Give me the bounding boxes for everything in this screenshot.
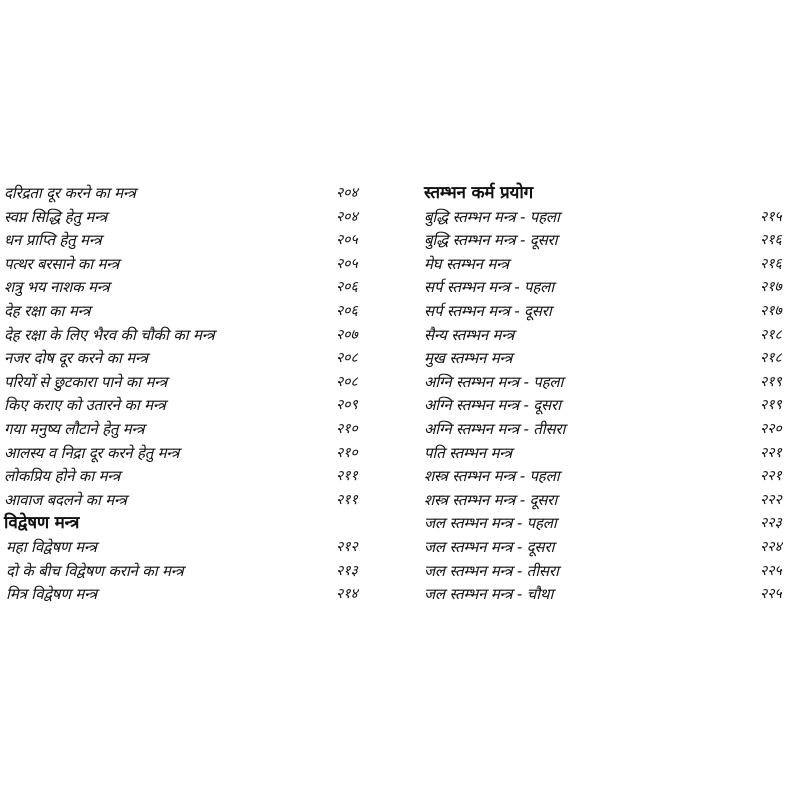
section-heading-text: विद्वेषण मन्त्र (4, 513, 80, 534)
entry-page-number: २११ (336, 468, 358, 485)
section-heading (424, 182, 798, 206)
index-entry (424, 512, 798, 536)
entry-title: लोकप्रिय होने का मन्त्र (4, 467, 121, 486)
entry-title: देह रक्षा के लिए भैरव की चौकी का मन्त्र (4, 325, 215, 344)
entry-title: गया मनुष्य लौटाने हेतु मन्त्र (4, 419, 145, 438)
entry-page-number: २०८ (336, 373, 358, 390)
entry-title: शस्त्र स्तम्भन मन्त्र - पहला (424, 467, 560, 486)
index-entry (4, 347, 384, 371)
index-entry (424, 300, 798, 324)
entry-page-number: २१९ (760, 397, 782, 414)
entry-title: जल स्तम्भन मन्त्र - तीसरा (424, 561, 559, 580)
index-entry (4, 300, 384, 324)
entry-title: स्वप्न सिद्धि हेतु मन्त्र (4, 207, 107, 226)
entry-page-number: २१८ (760, 350, 782, 367)
index-entry (4, 229, 384, 253)
entry-page-number: २१० (336, 420, 358, 437)
index-entry (424, 442, 798, 466)
index-entry (4, 489, 384, 513)
entry-page-number: २१५ (760, 208, 782, 225)
entry-page-number: २१६ (760, 255, 782, 272)
entry-page-number: २१० (336, 444, 358, 461)
entry-title: आलस्य व निद्रा दूर करने हेतु मन्त्र (4, 443, 180, 462)
index-entry (424, 465, 798, 489)
entry-title: देह रक्षा का मन्त्र (4, 301, 91, 320)
entry-page-number: २०५ (336, 232, 358, 249)
index-entry (4, 418, 384, 442)
entry-page-number: २२५ (760, 586, 782, 603)
entry-title: किए कराए को उतारने का मन्त्र (4, 396, 166, 415)
index-entry (4, 442, 384, 466)
entry-page-number: २१७ (760, 279, 782, 296)
entry-title: सर्प स्तम्भन मन्त्र - दूसरा (424, 301, 552, 320)
entry-title: मुख स्तम्भन मन्त्र (424, 349, 513, 368)
entry-page-number: २०६ (336, 279, 358, 296)
entry-page-number: २०६ (336, 302, 358, 319)
index-entry (424, 253, 798, 277)
entry-page-number: २१६ (760, 232, 782, 249)
index-entry (4, 276, 384, 300)
entry-title: अग्नि स्तम्भन मन्त्र - तीसरा (424, 419, 566, 438)
index-entry (424, 324, 798, 348)
section-heading-text: स्तम्भन कर्म प्रयोग (424, 183, 533, 203)
entry-page-number: २२१ (760, 468, 782, 485)
entry-page-number: २१४ (336, 586, 358, 603)
entry-title: जल स्तम्भन मन्त्र - दूसरा (424, 537, 555, 556)
entry-page-number: २१२ (336, 538, 358, 555)
entry-page-number: २१९ (760, 373, 782, 390)
entry-title: अग्नि स्तम्भन मन्त्र - पहला (424, 372, 564, 391)
index-entry (424, 394, 798, 418)
entry-page-number: २०४ (336, 185, 358, 201)
index-entry (424, 418, 798, 442)
index-entry (4, 182, 384, 206)
entry-page-number: २०५ (336, 255, 358, 272)
entry-page-number: २०७ (336, 326, 358, 343)
entry-title: बुद्धि स्तम्भन मन्त्र - दूसरा (424, 231, 558, 250)
entry-title: जल स्तम्भन मन्त्र - चौथा (424, 585, 554, 604)
entry-title: नजर दोष दूर करने का मन्त्र (4, 349, 148, 368)
right-column (424, 182, 798, 607)
index-entry (4, 324, 384, 348)
entry-page-number: २२४ (760, 538, 782, 555)
entry-page-number: २०८ (336, 350, 358, 367)
left-column (4, 182, 384, 607)
entry-title: पत्थर बरसाने का मन्त्र (4, 254, 120, 273)
entry-title: महा विद्वेषण मन्त्र (6, 537, 97, 556)
index-entry (4, 394, 384, 418)
entry-title: जल स्तम्भन मन्त्र - पहला (424, 514, 557, 533)
entry-title: दरिद्रता दूर करने का मन्त्र (4, 184, 136, 202)
entry-page-number: २२१ (760, 444, 782, 461)
entry-page-number: २११ (336, 491, 358, 508)
entry-title: शत्रु भय नाशक मन्त्र (4, 278, 110, 297)
entry-title: धन प्राप्ति हेतु मन्त्र (4, 231, 102, 250)
index-entry (4, 371, 384, 395)
entry-page-number: २२५ (760, 562, 782, 579)
index-entry (424, 560, 798, 584)
index-entry (4, 253, 384, 277)
index-entry (424, 206, 798, 230)
entry-title: दो के बीच विद्वेषण कराने का मन्त्र (6, 561, 184, 580)
index-entry (4, 465, 384, 489)
entry-page-number: २०४ (336, 208, 358, 225)
entry-title: अग्नि स्तम्भन मन्त्र - दूसरा (424, 396, 561, 415)
index-entry (424, 276, 798, 300)
entry-page-number: २०९ (336, 397, 358, 414)
entry-page-number: २२० (760, 420, 782, 437)
entry-title: मित्र विद्वेषण मन्त्र (6, 585, 97, 604)
section-heading (4, 512, 384, 536)
entry-title: सैन्य स्तम्भन मन्त्र (424, 325, 515, 344)
entry-title: सर्प स्तम्भन मन्त्र - पहला (424, 278, 554, 297)
index-entry (424, 347, 798, 371)
index-entry (424, 489, 798, 513)
index-entry (4, 560, 384, 584)
entry-page-number: २२३ (760, 515, 782, 532)
entry-title: शस्त्र स्तम्भन मन्त्र - दूसरा (424, 490, 558, 509)
entry-page-number: २१७ (760, 302, 782, 319)
index-entry (424, 583, 798, 607)
entry-page-number: २१३ (336, 562, 358, 579)
index-entry (4, 536, 384, 560)
index-entry (4, 583, 384, 607)
entry-title: आवाज बदलने का मन्त्र (4, 490, 127, 509)
index-entry (424, 229, 798, 253)
entry-title: परियों से छुटकारा पाने का मन्त्र (4, 372, 168, 391)
entry-title: बुद्धि स्तम्भन मन्त्र - पहला (424, 207, 560, 226)
entry-page-number: २१८ (760, 326, 782, 343)
entry-page-number: २२२ (760, 491, 782, 508)
index-entry (424, 371, 798, 395)
entry-title: पति स्तम्भन मन्त्र (424, 443, 512, 462)
entry-title: मेघ स्तम्भन मन्त्र (424, 254, 509, 273)
index-entry (4, 206, 384, 230)
index-entry (424, 536, 798, 560)
